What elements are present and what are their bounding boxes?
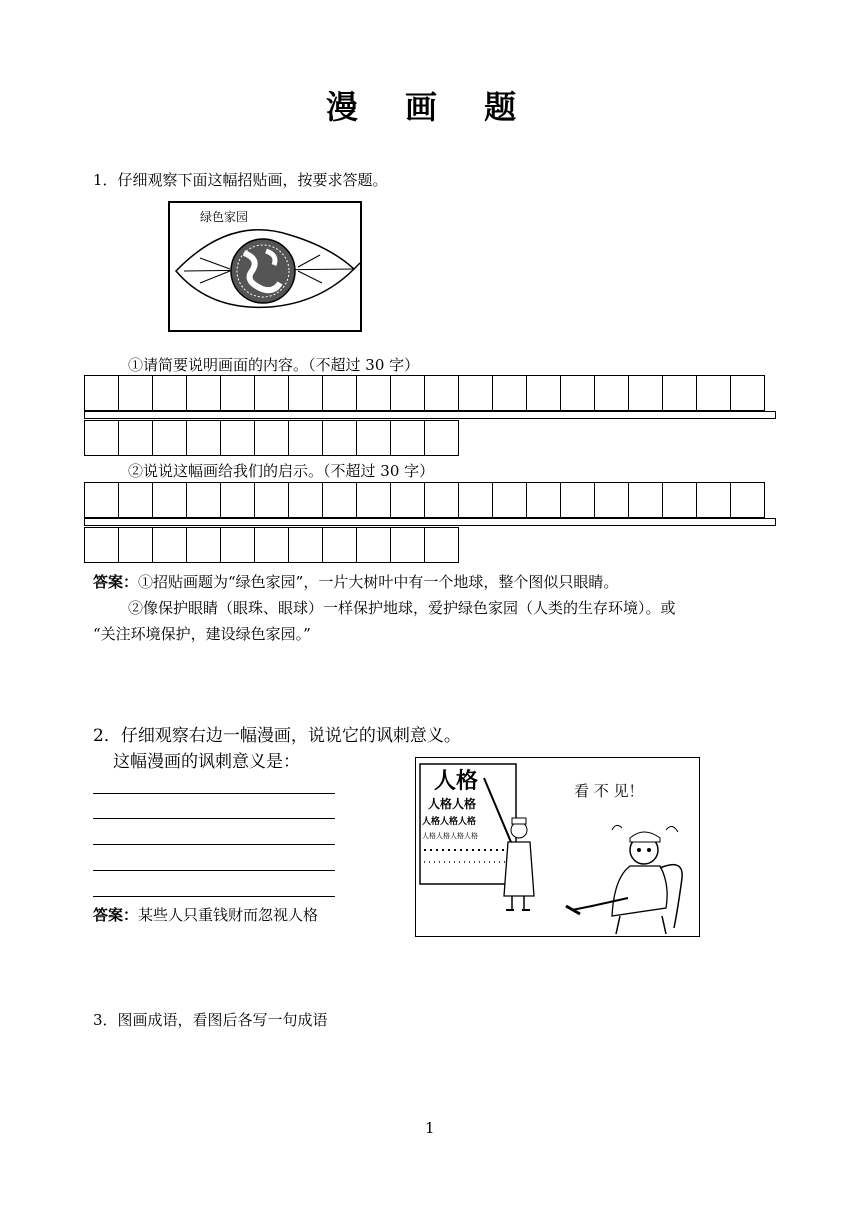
poster-label: 绿色家园 — [200, 210, 249, 224]
answer-grid-1a[interactable] — [84, 375, 765, 411]
chart-row-3: 人格人格人格 — [422, 817, 477, 827]
answer-line[interactable] — [93, 844, 335, 845]
question-1-sub2: ②说说这幅画给我们的启示。（不超过 30 字） — [128, 462, 435, 480]
answer-2: 答案：某些人只重钱财而忽视人格 — [93, 906, 319, 924]
speech-text: 看 不 见！ — [574, 782, 644, 800]
answer-line[interactable] — [93, 793, 335, 794]
answer-line[interactable] — [93, 870, 335, 871]
answer-line[interactable] — [93, 818, 335, 819]
green-home-poster — [168, 201, 362, 332]
satire-cartoon — [415, 757, 700, 937]
question-1-prompt: 1．仔细观察下面这幅招贴画，按要求答题。 — [93, 171, 388, 189]
answer-1-line2: ②像保护眼睛（眼珠、眼球）一样保护地球，爱护绿色家园（人类的生存环境）。或 — [128, 599, 676, 617]
answer-line[interactable] — [93, 896, 335, 897]
question-2-prompt: 2．仔细观察右边一幅漫画，说说它的讽刺意义。 — [93, 726, 461, 746]
question-3-prompt: 3．图画成语，看图后各写一句成语 — [93, 1011, 328, 1029]
question-1-sub1: ①请简要说明画面的内容。（不超过 30 字） — [128, 356, 420, 374]
answer-label: 答案： — [93, 906, 139, 924]
cartoon-illustration — [416, 758, 699, 936]
question-2-sub: 这幅漫画的讽刺意义是： — [113, 752, 300, 772]
answer-grid-2a[interactable] — [84, 482, 765, 518]
page-title: 漫 画 题 — [325, 88, 535, 126]
grid-divider — [84, 411, 776, 419]
answer-1-line1: 答案：①招贴画题为“绿色家园”，一片大树叶中有一个地球，整个图似只眼睛。 — [93, 573, 619, 591]
grid-divider — [84, 518, 776, 526]
answer-grid-2b[interactable] — [84, 527, 459, 563]
leaf-earth-eye-illustration — [170, 203, 360, 330]
page-number: 1 — [425, 1119, 435, 1137]
answer-1-line3: “关注环境保护，建设绿色家园。” — [93, 625, 311, 643]
chart-row-4: 人格人格人格人格 — [422, 832, 478, 840]
answer-label: 答案： — [93, 573, 139, 591]
chart-row-2: 人格人格 — [428, 797, 477, 811]
chart-title-text: 人格 — [434, 769, 479, 794]
answer-grid-1b[interactable] — [84, 420, 459, 456]
